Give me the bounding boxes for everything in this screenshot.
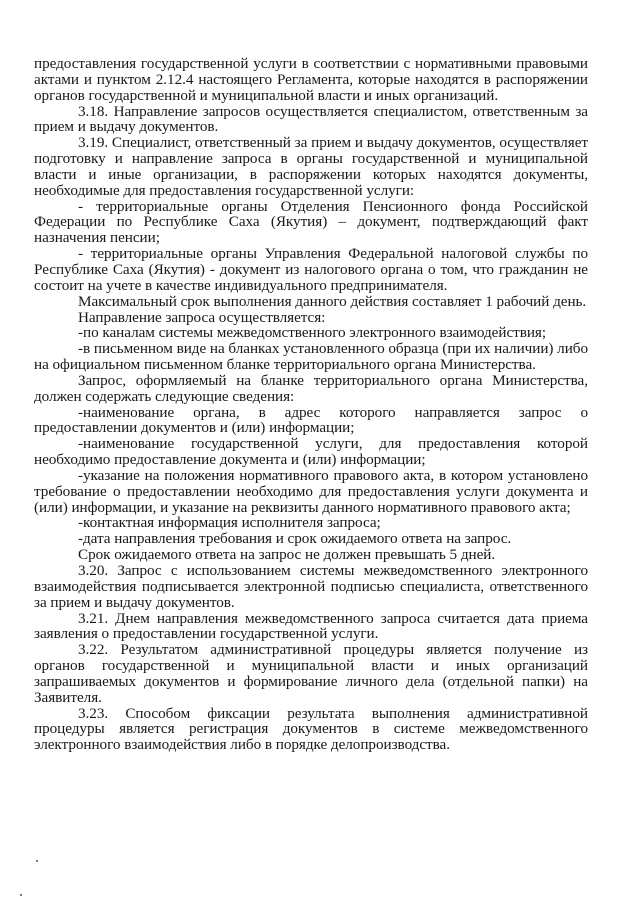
paragraph-max-term: Максимальный срок выполнения данного действия составляет 1 рабочий день. (78, 292, 587, 310)
list-item-request-date: -дата направления требования и срок ожидаемого ответа на запрос. (78, 530, 512, 548)
paragraph-response-term: Срок ожидаемого ответа на запрос не должен превышать 5 дней. (78, 546, 496, 564)
list-item-service-name: -наименование государственной услуги, для предоставления которой необходимо предоставление документа и (или) информации; (34, 435, 588, 469)
scan-speck (20, 894, 22, 896)
list-item-electronic-channel: -по каналам системы межведомственного электронного взаимодействия; (78, 324, 547, 342)
list-item-legal-act: -указание на положения нормативного правового акта, в котором установлено требование о предоставлении необходимо для предоставления услуги документа и (или) информации, и указание на реквизиты данного нормативного правового акта; (34, 466, 588, 516)
paragraph-intro-continuation: предоставления государственной услуги в соответствии с нормативными правовыми актами и пунктом 2.12.4 настоящего Регламента, которые находятся в распоряжении органов государственной и муниципальной власти и иных организаций. (34, 55, 588, 104)
paragraph-3-22: 3.22. Результатом административной процедуры является получение из органов государственной и муниципальной власти и иных организаций запрашиваемых документов и формирование личного дела (отдельной папки) на Заявителя. (34, 641, 588, 706)
paragraph-3-23: 3.23. Способом фиксации результата выполнения административной процедуры является регистрация документов в системе межведомственного электронного взаимодействия либо в порядке делопроизводства. (34, 704, 588, 754)
list-item-pension-fund: - территориальные органы Отделения Пенсионного фонда Российской Федерации по Республике Саха (Якутия) – документ, подтверждающий факт назначения пенсии; (34, 197, 588, 247)
document-body (34, 56, 588, 753)
paragraph-3-18: 3.18. Направление запросов осуществляется специалистом, ответственным за прием и выдачу документов. (34, 102, 588, 136)
paragraph-3-21: 3.21. Днем направления межведомственного запроса считается дата приема заявления о предоставлении государственной услуги. (34, 609, 588, 643)
list-item-tax-service: - территориальные органы Управления Федеральной налоговой службы по Республике Саха (Якутия) - документ из налогового органа о том, что гражданин не состоит на учете в качестве индивидуального предпринимателя. (34, 245, 588, 294)
paragraph-request-channels-heading: Направление запроса осуществляется: (78, 308, 326, 326)
list-item-organ-name: -наименование органа, в адрес которого направляется запрос о предоставлении документов и (или) информации; (34, 403, 588, 437)
list-item-written-form: -в письменном виде на бланках установленного образца (при их наличии) либо на официальном письменном бланке территориального органа Министерства. (34, 340, 588, 374)
paragraph-3-20: 3.20. Запрос с использованием системы межведомственного электронного взаимодействия подписывается электронной подписью специалиста, ответственного за прием и выдачу документов. (34, 562, 588, 611)
scan-speck (36, 860, 38, 862)
paragraph-3-19: 3.19. Специалист, ответственный за прием и выдачу документов, осуществляет подготовку и направление запроса в органы государственной и муниципальной власти и иные организации, в распоряжении которых находятся документы, необходимые для предоставления государственной услуги: (34, 134, 588, 199)
paragraph-request-contents: Запрос, оформляемый на бланке территориального органа Министерства, должен содержать следующие сведения: (34, 371, 588, 405)
list-item-contact-info: -контактная информация исполнителя запроса; (78, 514, 381, 532)
